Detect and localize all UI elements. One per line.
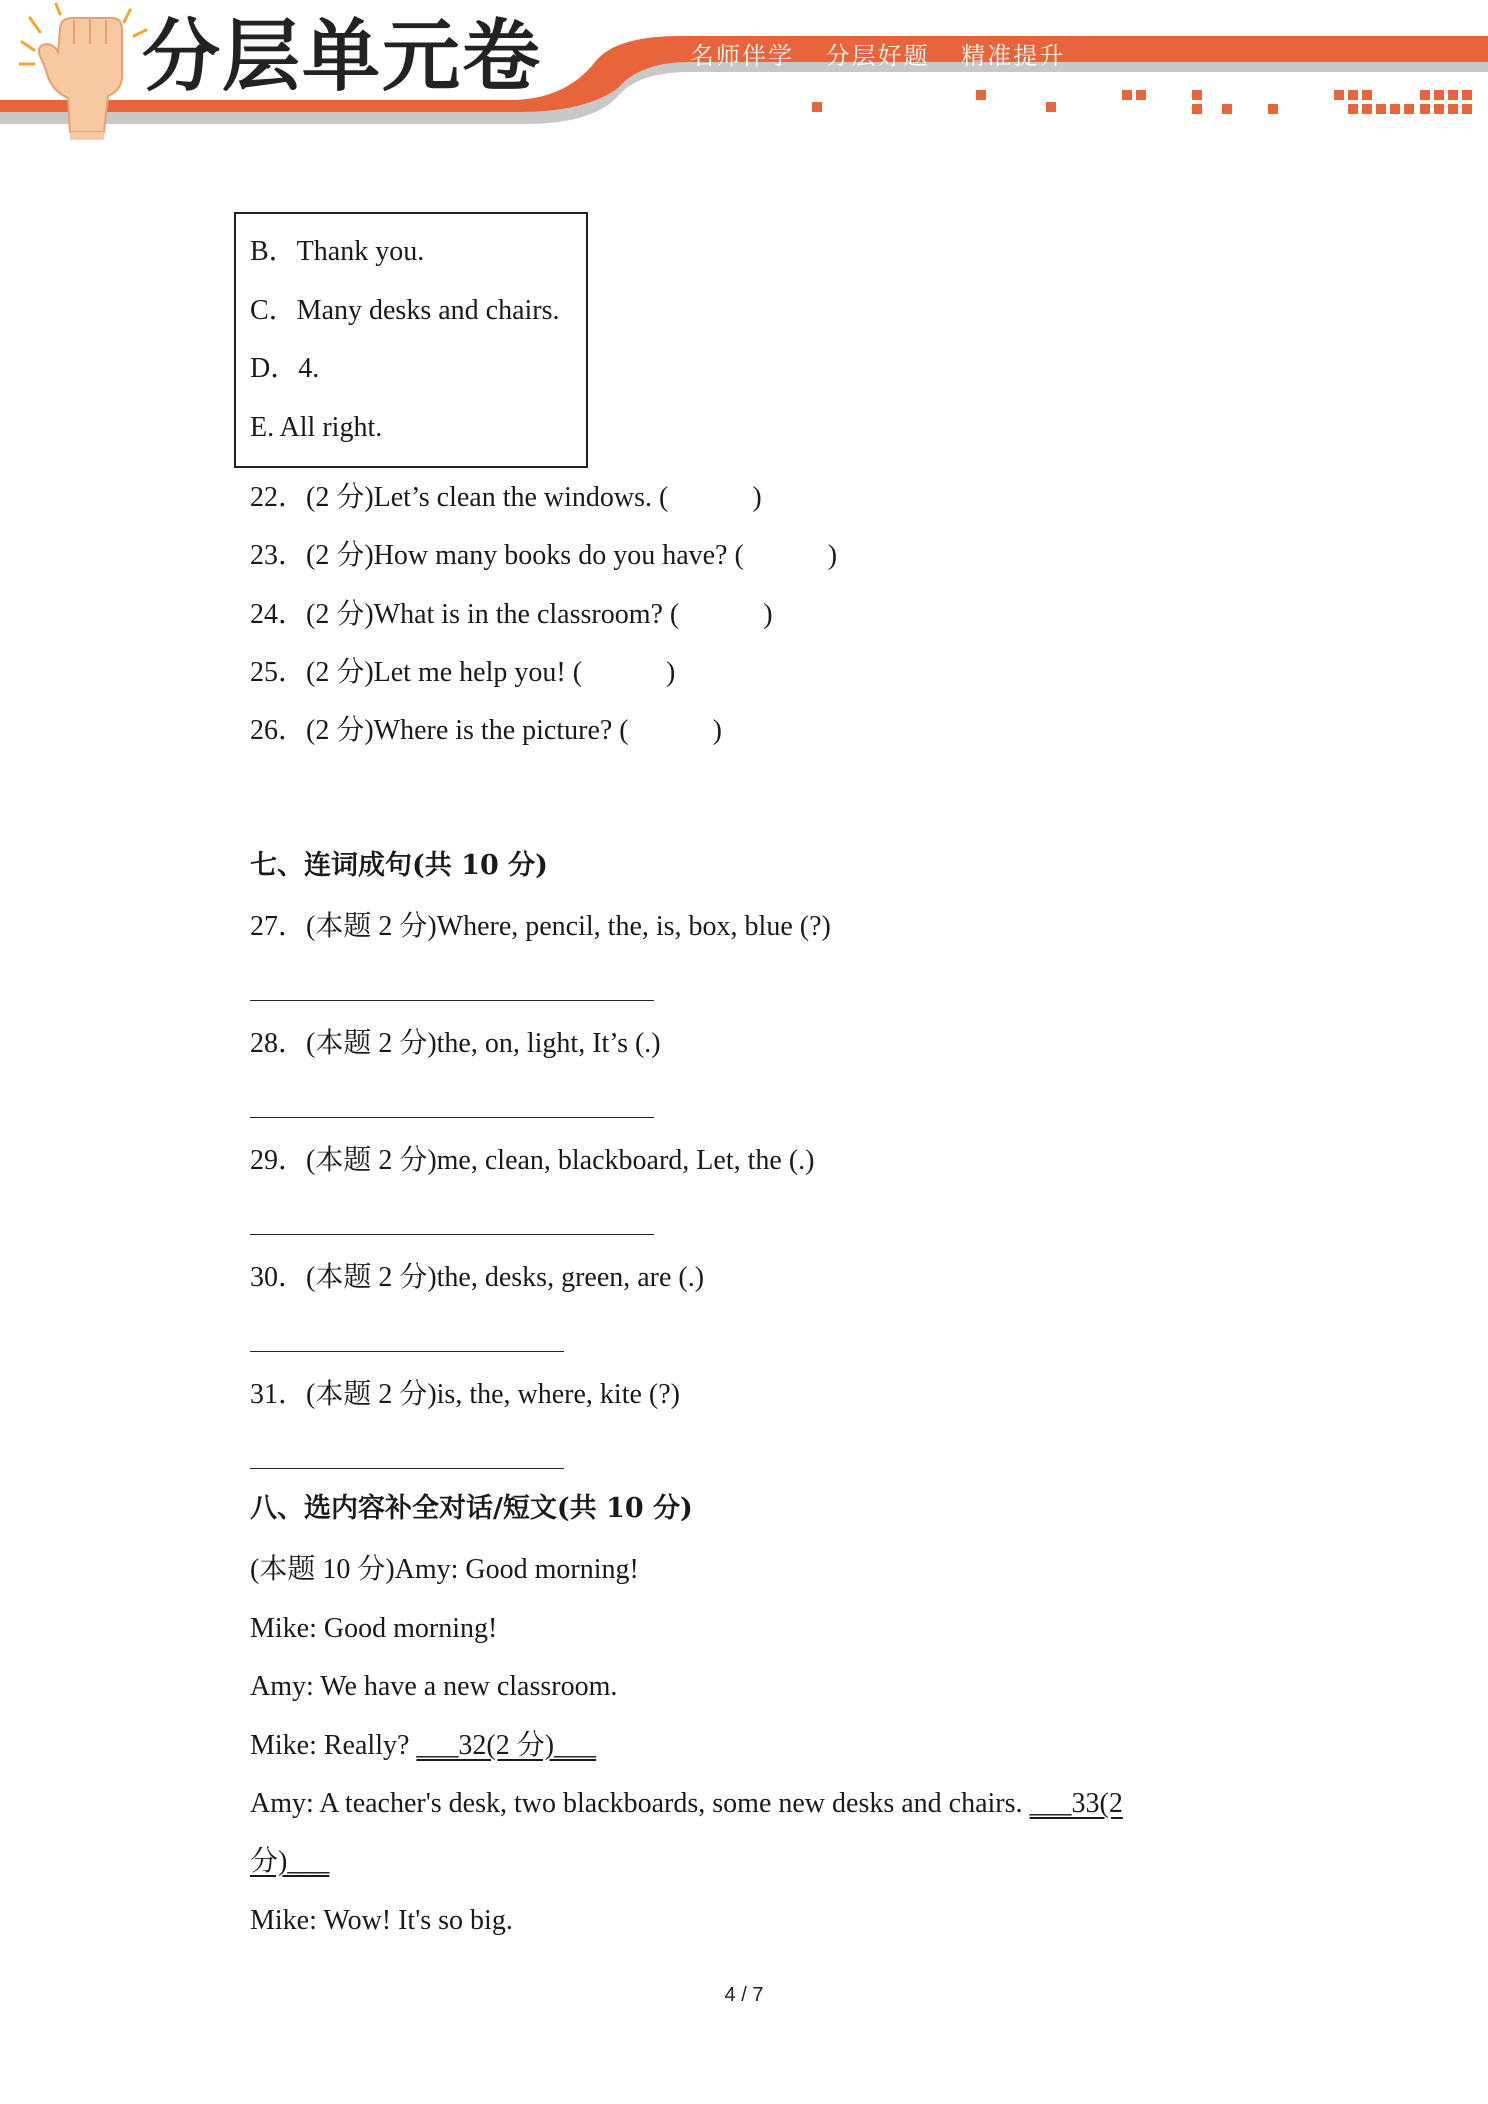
option-b: B．Thank you. — [250, 236, 425, 267]
answer-line — [250, 1234, 654, 1235]
blank-33-cont: 分)___ — [250, 1846, 330, 1877]
question-27: 27．(本题 2 分)Where, pencil, the, is, box, blue (?) — [250, 911, 831, 942]
answer-line — [250, 1351, 564, 1352]
dialogue-text: Mike: Really? — [250, 1730, 417, 1761]
slogan-item: 名师伴学 — [690, 42, 794, 70]
question-29: 29．(本题 2 分)me, clean, blackboard, Let, the (.) — [250, 1145, 815, 1176]
dialogue-line: Amy: We have a new classroom. — [250, 1671, 618, 1702]
question-23: 23．(2 分)How many books do you have? ( ) — [250, 540, 838, 571]
question-24: 24．(2 分)What is in the classroom? ( ) — [250, 599, 773, 630]
answer-line — [250, 1117, 654, 1118]
question-30: 30．(本题 2 分)the, desks, green, are (.) — [250, 1262, 705, 1293]
dialogue-text: Amy: A teacher's desk, two blackboards, some new desks and chairs. — [250, 1788, 1030, 1819]
brand-title: 分层单元卷 — [142, 12, 543, 102]
dialogue-line — [250, 1729, 596, 1763]
dialogue-line — [250, 1845, 329, 1879]
option-c: C．Many desks and chairs. — [250, 295, 560, 326]
blank-33: ___33(2 — [1029, 1788, 1123, 1819]
section7-heading: 七、连词成句(共 10 分) — [250, 850, 548, 881]
question-28: 28．(本题 2 分)the, on, light, It’s (.) — [250, 1028, 661, 1059]
header-slogan — [690, 36, 1087, 71]
answer-line — [250, 1000, 654, 1001]
option-d: D．4. — [250, 353, 320, 384]
slogan-item: 精准提升 — [961, 42, 1066, 70]
answer-line — [250, 1468, 564, 1469]
question-22: 22．(2 分)Let’s clean the windows. ( ) — [250, 482, 762, 513]
dialogue-line: Mike: Wow! It's so big. — [250, 1905, 513, 1936]
dialogue-line: (本题 10 分)Amy: Good morning! — [250, 1554, 639, 1585]
slogan-item: 分层好题 — [825, 42, 930, 70]
decorative-squares — [812, 90, 1472, 114]
question-31: 31．(本题 2 分)is, the, where, kite (?) — [250, 1379, 680, 1410]
question-26: 26．(2 分)Where is the picture? ( ) — [250, 715, 722, 746]
dialogue-line: Mike: Good morning! — [250, 1613, 498, 1644]
page-header — [0, 0, 1488, 140]
dialogue-line — [250, 1787, 1123, 1821]
blank-32: ___32(2 分)___ — [416, 1730, 597, 1761]
section8-heading: 八、选内容补全对话/短文(共 10 分) — [250, 1493, 693, 1524]
page-number: 4 / 7 — [724, 1984, 764, 2006]
option-e: E. All right. — [250, 412, 383, 443]
question-25: 25．(2 分)Let me help you! ( ) — [250, 657, 676, 688]
